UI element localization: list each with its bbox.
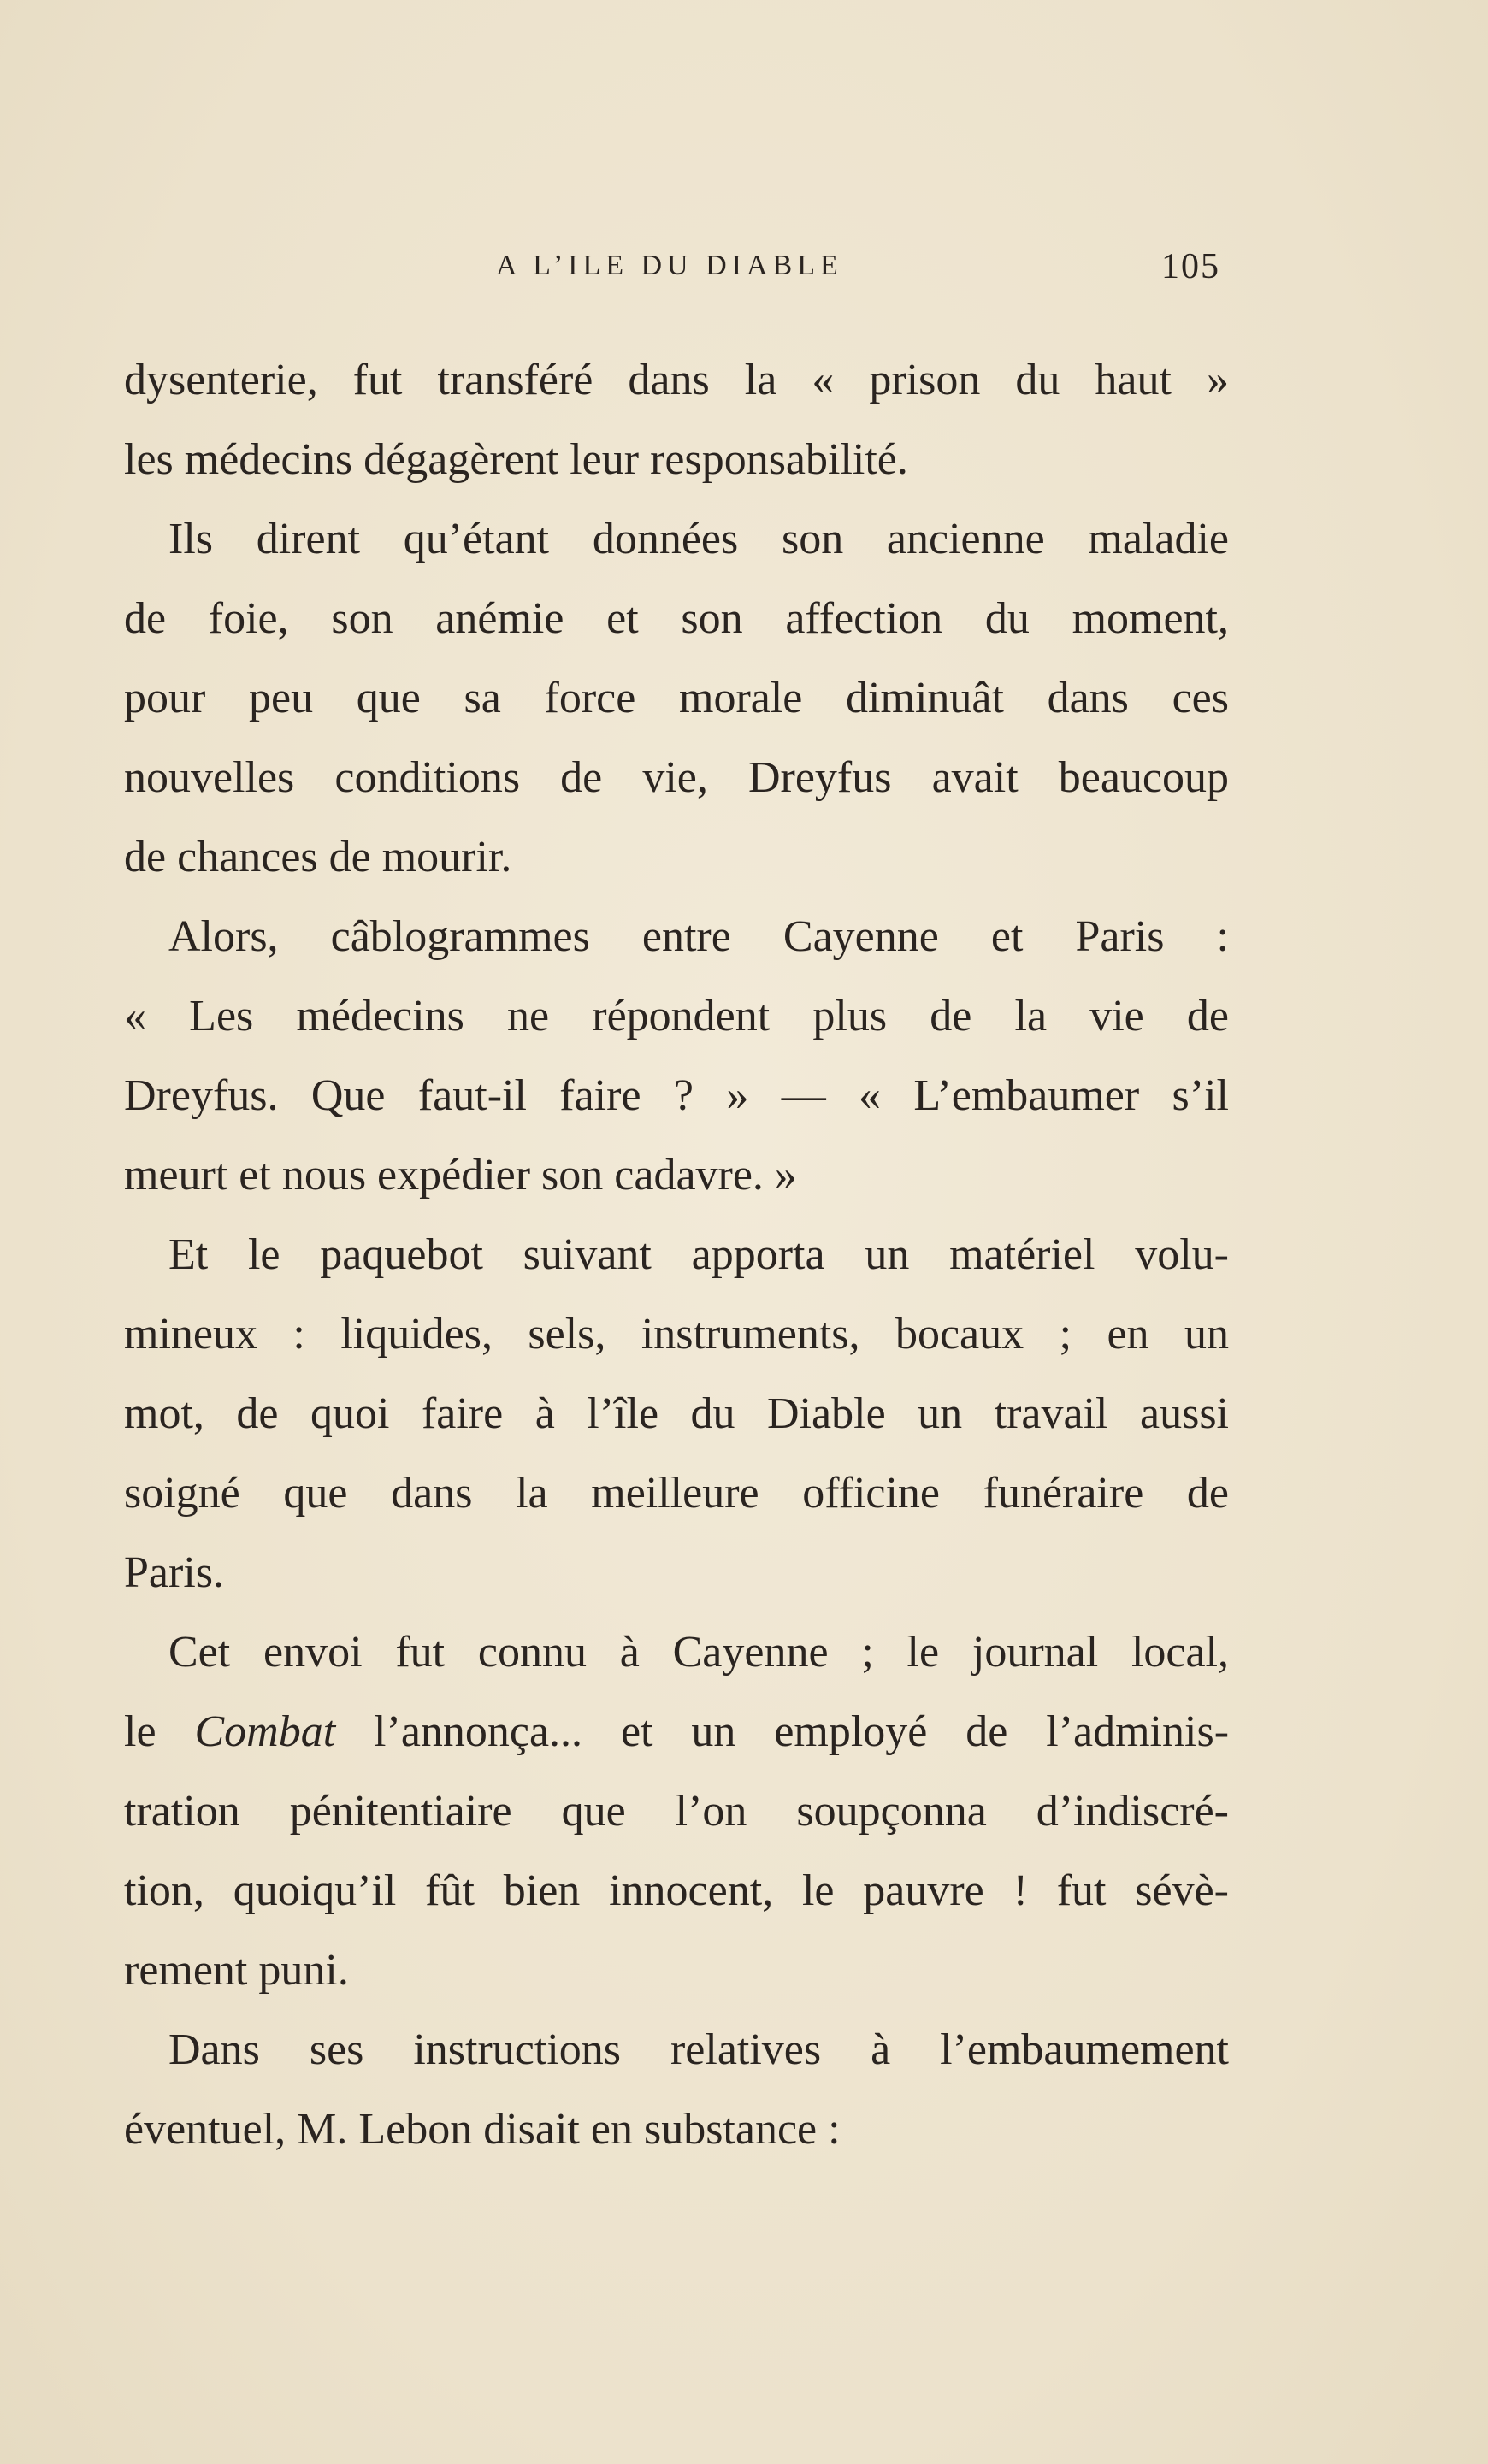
page-number: 105	[1161, 247, 1220, 286]
text-line: Dreyfus. Que faut-il faire ? » — « L’embaumer s’il	[124, 1071, 1229, 1120]
running-head	[0, 247, 1488, 292]
text-line: Et le paquebot suivant apporta un matériel volu-	[168, 1230, 1229, 1279]
text-line: Alors, câblogrammes entre Cayenne et Paris :	[168, 912, 1229, 961]
paragraph-6	[124, 2010, 1229, 2169]
text-line-rich	[124, 1692, 1229, 1771]
text-line: mineux : liquides, sels, instruments, bocaux ; en un	[124, 1310, 1229, 1359]
body-text	[124, 340, 1229, 2169]
text-line: Cet envoi fut connu à Cayenne ; le journal local,	[168, 1628, 1229, 1677]
text-line: dysenterie, fut transféré dans la « prison du haut »	[124, 356, 1229, 404]
text-segment: le	[124, 1707, 195, 1756]
text-line: éventuel, M. Lebon disait en substance :	[124, 2105, 841, 2154]
text-line: de chances de mourir.	[124, 833, 512, 881]
text-line: meurt et nous expédier son cadavre. »	[124, 1151, 797, 1200]
paragraph-5	[124, 1612, 1229, 2010]
paragraph-3	[124, 897, 1229, 1215]
paragraph-2	[124, 499, 1229, 897]
text-line: mot, de quoi faire à l’île du Diable un travail aussi	[124, 1389, 1229, 1438]
text-segment: l’annonça... et un employé de l’adminis-	[335, 1707, 1230, 1756]
text-line: « Les médecins ne répondent plus de la vie de	[124, 992, 1229, 1040]
text-line: Dans ses instructions relatives à l’embaumement	[168, 2025, 1229, 2074]
text-line: pour peu que sa force morale diminuât dans ces	[124, 674, 1229, 722]
paragraph-4	[124, 1215, 1229, 1612]
text-line: les médecins dégagèrent leur responsabilité.	[124, 435, 908, 484]
text-line: tion, quoiqu’il fût bien innocent, le pauvre ! fut sévè-	[124, 1866, 1229, 1915]
text-line: de foie, son anémie et son affection du moment,	[124, 594, 1229, 643]
text-line: rement puni.	[124, 1946, 349, 1995]
text-line: tration pénitentiaire que l’on soupçonna d’indiscré-	[124, 1787, 1229, 1836]
paragraph-1	[124, 340, 1229, 499]
newspaper-title: Combat	[194, 1707, 336, 1756]
text-line: soigné que dans la meilleure officine funéraire de	[124, 1469, 1229, 1518]
text-line: nouvelles conditions de vie, Dreyfus avait beaucoup	[124, 753, 1229, 802]
text-line: Paris.	[124, 1548, 224, 1597]
running-title: A L’ILE DU DIABLE	[496, 250, 843, 281]
text-line: Ils dirent qu’étant données son ancienne maladie	[168, 515, 1229, 563]
